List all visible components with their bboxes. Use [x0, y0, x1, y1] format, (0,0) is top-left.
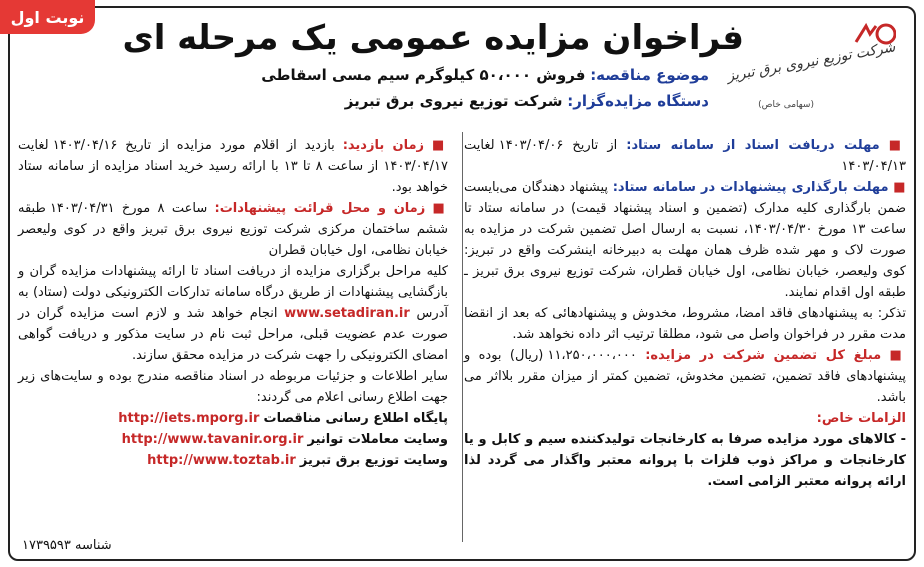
- note: تذکر: به پیشنهادهای فاقد امضا، مشروط، مخدوش و پیشنهادهائی که بعد از انقضا مدت مقرر در فراخوان واصل می شود، مطلقا ترتیب اثر داده نخواهد شد.: [464, 306, 906, 342]
- info-text: سایر اطلاعات و جزئیات مربوطه در اسناد مناقصه مندرج بوده و سایت‌های زیر جهت اطلاع رسانی اعلام می گردند:: [18, 369, 448, 405]
- visit-time: [18, 135, 448, 198]
- guarantee: [464, 345, 906, 408]
- doc-deadline-label: مهلت دریافت اسناد از سامانه ستاد:: [626, 138, 880, 153]
- bullet-icon: ■: [431, 138, 448, 153]
- process: [18, 261, 448, 366]
- organizer-label: دستگاه مزایده‌گزار:: [567, 92, 709, 110]
- reg-label: شناسه: [75, 538, 112, 553]
- column-divider: [462, 132, 463, 542]
- process-text-2: انجام خواهد شد و لازم است مزایده گران در صورت عدم عضویت قبلی، مراحل ثبت نام در سایت مذکور و دریافت گواهی امضای الکترونیکی را جهت شرکت در مزایده محقق سازند.: [18, 306, 448, 363]
- bullet-icon: ■: [888, 138, 906, 153]
- mporg-link[interactable]: http://iets.mporg.ir: [118, 411, 260, 426]
- opening-time: [18, 198, 448, 261]
- link-label: وسایت معاملات توانیر: [307, 432, 448, 447]
- toztab-link[interactable]: http://www.toztab.ir: [147, 453, 296, 468]
- organizer-value: شرکت توزیع نیروی برق تبریز: [344, 92, 563, 110]
- special-requirements: [464, 408, 906, 429]
- subject-label: موضوع مناقصه:: [590, 66, 709, 84]
- upload-text: پیشنهاد دهندگان می‌بایست ضمن بارگذاری کلیه مدارک (تضمین و اسناد پیشنهاد قیمت) در سامانه ستاد تا ساعت ۱۳ مورخ ۱۴۰۳/۰۴/۳۰، نسبت به ارسال اصل تضمین شرکت در مزایده به صورت لاک و مهر شده ظرف همان مهلت به دبیرخانه اینشرکت واقع در تبریز: کوی ولیعصر، خیابان نظامی، اول خیابان قطران، شرکت توزیع نیروی برق تبریز ـ طبقه اول اقدام نمایند.: [464, 180, 906, 300]
- link-row-toztab: [18, 450, 448, 471]
- company-logo: [725, 14, 906, 114]
- first-round-badge: نوبت اول: [0, 0, 95, 34]
- visit-label: زمان بازدید:: [342, 138, 425, 153]
- right-column: [464, 135, 906, 492]
- bullet-icon: ■: [432, 201, 448, 216]
- process-text-1: کلیه مراحل برگزاری مزایده از دریافت اسناد تا ارائه پیشنهادات مزایده گران و بازگشایی پیشنهادات از طریق درگاه سامانه تدارکات الکترونیکی دولت (ستاد) به آدرس: [18, 264, 449, 321]
- doc-deadline-text: از تاریخ ۱۴۰۳/۰۴/۰۶ لغایت ۱۴۰۳/۰۴/۱۳: [464, 138, 906, 174]
- special-label: الزامات خاص:: [816, 411, 906, 426]
- tavanir-link[interactable]: http://www.tavanir.org.ir: [121, 432, 304, 447]
- upload-deadline: [464, 177, 906, 303]
- organizer-line: [345, 92, 709, 110]
- doc-deadline: [464, 135, 906, 177]
- link-row-tavanir: [18, 429, 448, 450]
- opening-label: زمان و محل قرائت پیشنهادات:: [214, 201, 426, 216]
- left-column: [18, 135, 448, 471]
- subject-line: [261, 66, 709, 84]
- bullet-icon: ■: [889, 348, 906, 363]
- guarantee-label: مبلغ کل تضمین شرکت در مزایده:: [645, 348, 882, 363]
- link-label: وسایت توزیع برق تبریز: [299, 453, 448, 468]
- logo-company-type: (سهامی خاص): [758, 100, 814, 110]
- reg-number: ۱۷۳۹۵۹۳: [22, 538, 71, 553]
- link-row-mporg: [18, 408, 448, 429]
- guarantee-text: ۱۱،۲۵۰،۰۰۰،۰۰۰ (ریال) بوده و پیشنهادهای فاقد تضمین، تضمین مخدوش، تضمین کمتر از میزان مقرر بلااثر می باشد.: [464, 348, 906, 405]
- special-text: - کالاهای مورد مزایده صرفا به کارخانجات تولیدکننده سیم و کابل و یا کارخانجات و مراکز ذوب فلزات با پروانه معتبر واگذار می گردد لذا ارائه پروانه معتبر الزامی است.: [464, 432, 906, 489]
- opening-text: ساعت ۸ مورخ ۱۴۰۳/۰۴/۳۱ طبقه ششم ساختمان مرکزی شرکت توزیع نیروی برق تبریز واقع در کوی ولیعصر خیابان نظامی، اول خیابان قطران: [18, 201, 448, 258]
- link-label: پایگاه اطلاع رسانی مناقصات: [263, 411, 448, 426]
- subject-value: فروش ۵۰،۰۰۰ کیلوگرم سیم مسی اسقاطی: [261, 66, 586, 84]
- logo-company-name: شرکت توزیع نیروی برق تبریز: [725, 39, 897, 85]
- upload-label: مهلت بارگذاری پیشنهادات در سامانه ستاد:: [612, 180, 889, 195]
- visit-text: بازدید از اقلام مورد مزایده از تاریخ ۱۴۰۳/۰۴/۱۶ لغایت ۱۴۰۳/۰۴/۱۷ از ساعت ۸ تا ۱۳ با ارائه رسید خرید اسناد مزایده از سامانه ستاد خواهد بود.: [18, 138, 448, 195]
- page-title: فراخوان مزایده عمومی یک مرحله ای: [122, 18, 744, 58]
- bullet-icon: ■: [893, 180, 906, 195]
- setadiran-link[interactable]: www.setadiran.ir: [284, 306, 410, 321]
- registration-id: [22, 538, 112, 553]
